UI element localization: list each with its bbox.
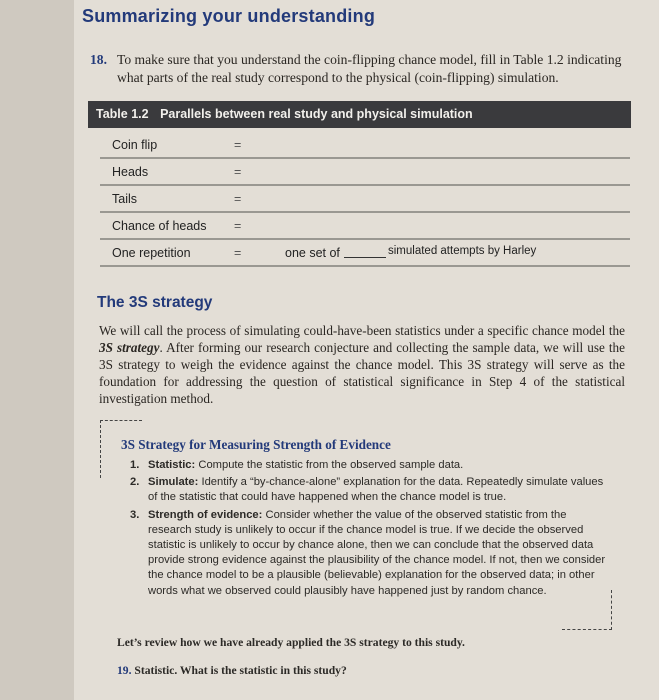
answer-line[interactable] [100, 211, 630, 213]
row-label: One repetition [112, 246, 191, 260]
step-term: Statistic: [148, 459, 196, 471]
answer-line[interactable] [100, 238, 630, 240]
list-item [130, 458, 610, 473]
paragraph-text: . After forming our research conjecture and collecting the sample data, we will use the 3S strategy to weigh the evidence against the chance model. This 3S strategy will serve as the foundation for addressing the question of statistical significance in Step 4 of the statistical investigation method. [99, 340, 625, 406]
box-corner [562, 629, 612, 630]
answer-line[interactable] [100, 157, 630, 159]
step-number: 1. [130, 459, 140, 471]
question-18 [90, 51, 638, 87]
question-text: To make sure that you understand the coin-flipping chance model, fill in Table 1.2 indicating what parts of the real study correspond to the physical (coin-flipping) simulation. [117, 52, 622, 85]
question-19 [117, 664, 347, 677]
row-label: Tails [112, 192, 138, 206]
table-row [100, 161, 630, 186]
answer-prefix: one set of [285, 246, 340, 260]
equals-sign: = [234, 138, 242, 152]
strategy-paragraph [99, 322, 625, 407]
step-text: Compute the statistic from the observed sample data. [195, 459, 464, 471]
equals-sign: = [234, 246, 242, 260]
table-caption-id: Table 1.2 [96, 107, 149, 121]
step-number: 2. [130, 476, 140, 489]
question-number: 19. [117, 664, 132, 677]
page-margin-shadow [0, 0, 74, 700]
list-item [130, 508, 610, 599]
row-label: Heads [112, 165, 149, 179]
box-corner [100, 420, 142, 421]
list-item [130, 475, 610, 505]
step-number: 3. [130, 508, 140, 521]
review-text: Let’s review how we have already applied the 3S strategy to this study. [117, 636, 465, 649]
step-term: Simulate: [148, 476, 199, 489]
section-title: Summarizing your understanding [82, 6, 376, 26]
equals-sign: = [234, 219, 242, 233]
table-row [100, 188, 630, 213]
table-row [100, 242, 630, 267]
box-title: 3S Strategy for Measuring Strength of Evidence [121, 437, 391, 452]
answer-suffix: simulated attempts by Harley [388, 245, 537, 257]
question-number: 18. [90, 52, 107, 67]
answer-line[interactable] [100, 184, 630, 186]
step-term: Strength of evidence: [148, 508, 263, 521]
box-corner [100, 420, 101, 478]
table-caption [88, 101, 631, 128]
row-label: Coin flip [112, 138, 158, 152]
strategy-steps [130, 458, 610, 601]
step-text: Identify a “by-chance-alone” explanation for the data. Repeatedly simulate values of the statistic that could have happened when the chance model is true. [148, 476, 604, 504]
box-corner [611, 590, 612, 630]
equals-sign: = [234, 165, 242, 179]
strategy-heading: The 3S strategy [97, 294, 213, 311]
table-caption-text: Parallels between real study and physical simulation [160, 107, 473, 121]
step-text: Consider whether the value of the observed statistic from the research study is unlikely to occur if the chance model is true. If we decide the observed statistic is unlikely to occur by chance alone, then we can conclude that the observed data provide strong evidence against the plausibility of the chance model. If not, then we consider the chance model to be a plausible (believable) explanation for the observed data; in other words what we observed could plausibly have happened just by random chance. [148, 508, 606, 597]
paragraph-text: We will call the process of simulating could-have-been statistics under a specific chance model the [99, 323, 625, 338]
table-row [100, 215, 630, 240]
question-text: Statistic. What is the statistic in this study? [134, 664, 347, 677]
answer-line [100, 265, 630, 267]
row-label: Chance of heads [112, 219, 207, 233]
paragraph-term: 3S strategy [99, 340, 160, 355]
fill-in-blank[interactable] [344, 257, 386, 258]
equals-sign: = [234, 192, 242, 206]
table-row [100, 134, 630, 159]
